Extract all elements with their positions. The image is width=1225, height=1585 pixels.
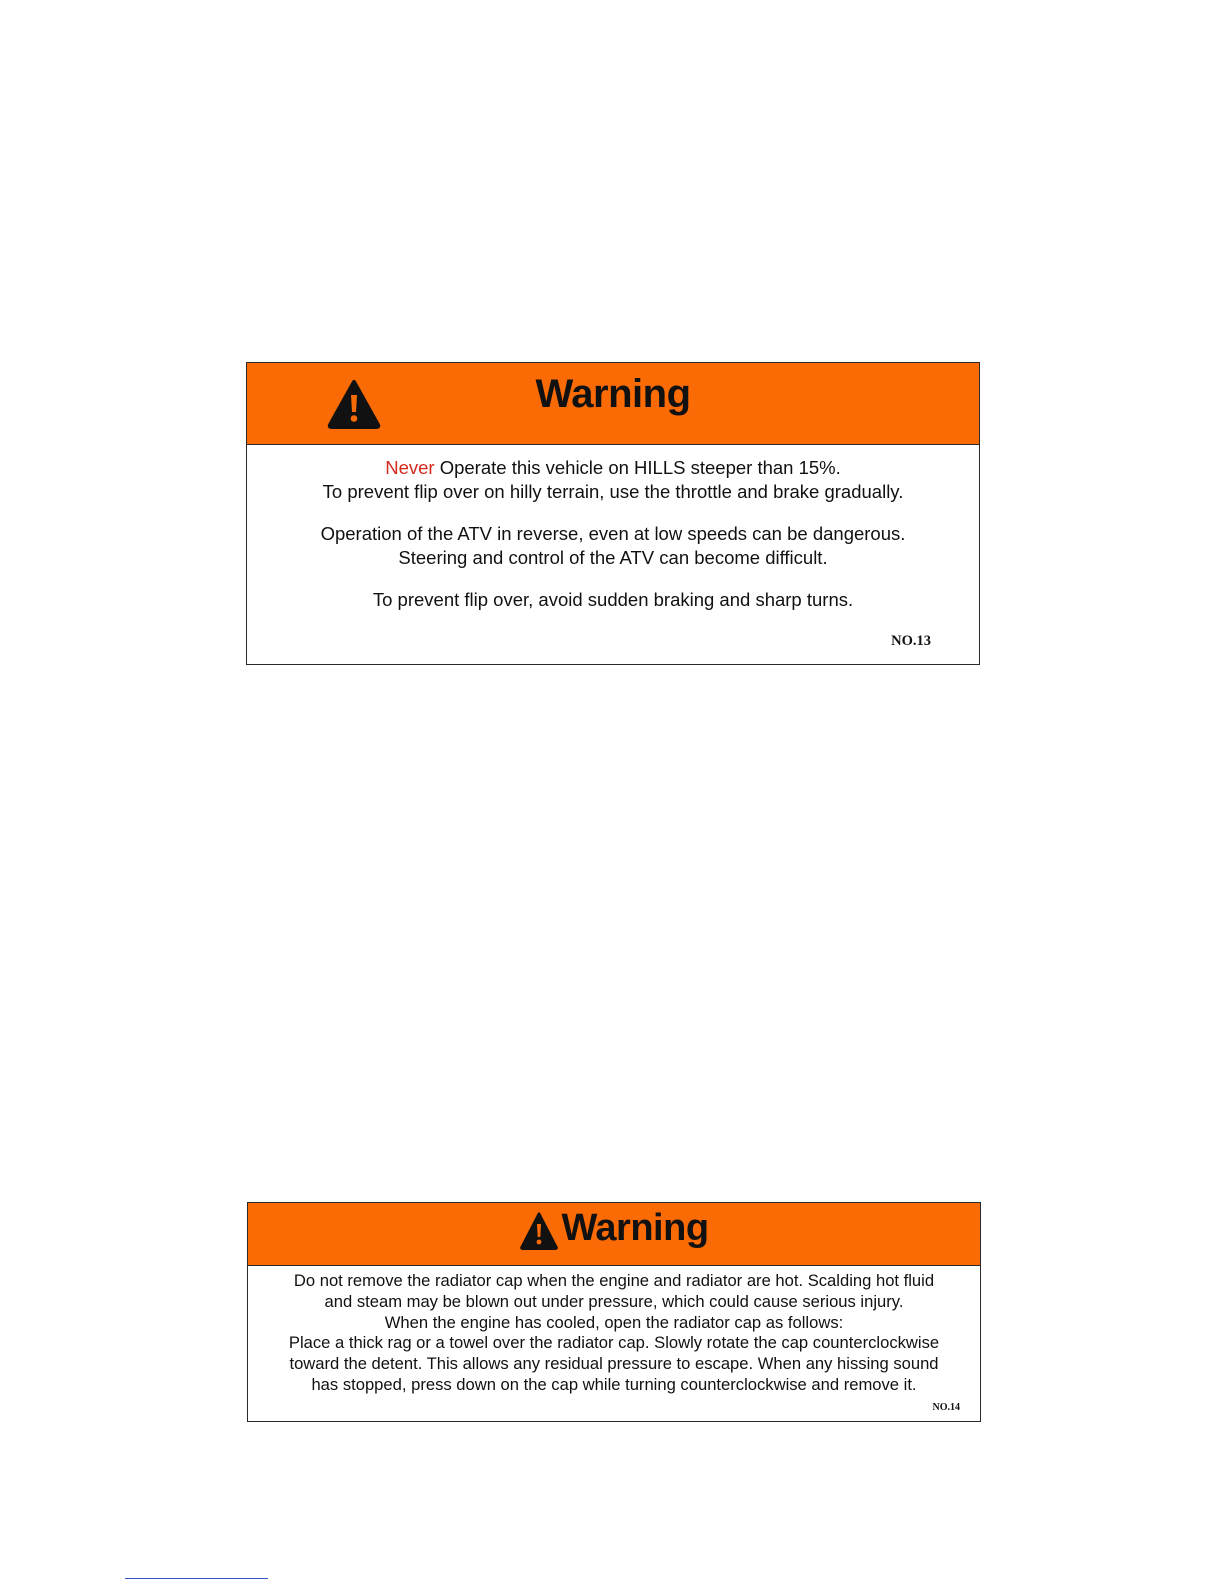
warning-body [247, 445, 979, 612]
warning-banner [248, 1203, 980, 1266]
warning-paragraph [247, 522, 979, 569]
warning-paragraph [247, 588, 979, 612]
warning-line: To prevent flip over on hilly terrain, use the throttle and brake gradually. [322, 480, 904, 502]
warning-label-hills [246, 362, 980, 665]
label-number: NO.13 [891, 633, 931, 649]
warning-line [247, 456, 979, 480]
warning-banner [247, 363, 979, 445]
warning-emphasis: Never [385, 457, 435, 478]
warning-line: To prevent flip over, avoid sudden braking and sharp turns. [372, 589, 854, 610]
warning-line: Place a thick rag or a towel over the radiator cap. Slowly rotate the cap counterclockwise [288, 1333, 940, 1353]
warning-line-text: Operate this vehicle on HILLS steeper than 15%. [434, 457, 841, 478]
warning-triangle-icon [519, 1212, 559, 1250]
warning-line: Steering and control of the ATV can become difficult. [398, 546, 828, 568]
warning-paragraph [247, 456, 979, 503]
warning-line: and steam may be blown out under pressure, which could cause serious injury. [324, 1291, 904, 1311]
warning-line: has stopped, press down on the cap while turning counterclockwise and remove it. [311, 1374, 917, 1394]
warning-body [248, 1266, 980, 1396]
label-number: NO.14 [932, 1402, 960, 1413]
footnote-rule [125, 1578, 268, 1579]
warning-paragraph [248, 1271, 980, 1396]
warning-line: toward the detent. This allows any residual pressure to escape. When any hissing sound [289, 1354, 939, 1374]
warning-title: Warning [561, 1206, 709, 1249]
warning-line: When the engine has cooled, open the radiator cap as follows: [384, 1312, 844, 1332]
warning-label-radiator [247, 1202, 981, 1422]
warning-title: Warning [535, 372, 691, 416]
warning-title-row [248, 1206, 980, 1250]
warning-line: Operation of the ATV in reverse, even at low speeds can be dangerous. [320, 523, 906, 544]
warning-line: Do not remove the radiator cap when the engine and radiator are hot. Scalding hot fluid [293, 1271, 935, 1290]
